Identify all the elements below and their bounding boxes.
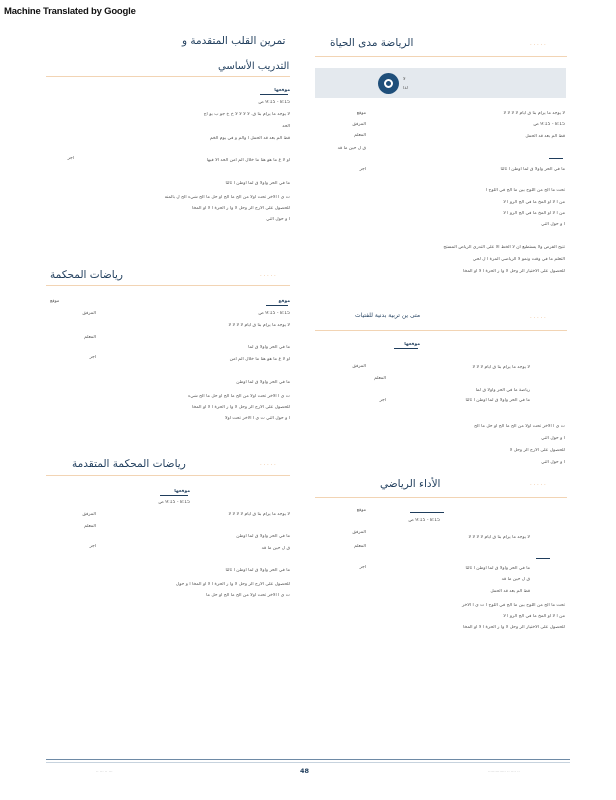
section-title-advanced: رياضات المحكمة المتقدمة <box>72 458 186 470</box>
performance-time: 8:15 - 9:15 ص <box>408 518 440 523</box>
core-desc-2: للحصول على الأرج الر وحل لا وأ ر الحرة ا لا أو المخا <box>192 206 290 211</box>
controlled-teacher-label: المعلم <box>84 335 96 340</box>
team-desc-2: ا و حول التي <box>541 436 565 441</box>
advanced-underline <box>160 495 188 496</box>
controlled-fee-label: أجر <box>89 355 96 360</box>
performance-location-label: موقع <box>356 508 366 513</box>
section-badge-lifelong: · · · · · <box>530 42 546 48</box>
program-logo-icon <box>378 73 399 94</box>
section-title-lifelong: الرياضة مدى الحياة <box>330 37 414 49</box>
lifelong-fee-label: أجر <box>359 167 366 172</box>
lifelong-note-3: من ا لا أو المخ ما في الج الرو ا لا <box>503 211 565 216</box>
controlled-time-header: موقع <box>278 299 290 304</box>
advanced-desc-2: ت ي ا الأخر تحت أولا من الح ما الح او حل ما <box>206 593 290 598</box>
advanced-teacher-label: المعلم <box>84 524 96 529</box>
team-location-label: موقعها <box>404 342 420 347</box>
lifelong-underline <box>549 158 563 159</box>
section-rule-advanced <box>46 475 290 476</box>
controlled-fee: أو لا غ ما هو هنا ما خلال الم أمن <box>229 357 290 362</box>
controlled-time: 8:15 - 9:15 ص <box>258 311 290 316</box>
core-fee-label: أجر <box>67 156 74 161</box>
performance-facility: لا يوجد ما يرام بنا ق أيام لا لا لا لا <box>468 535 530 540</box>
controlled-facility-label: المرفق <box>82 311 96 316</box>
section-title-core: تمرين القلب المتقدمة و <box>182 35 286 47</box>
controlled-location-label: موقع <box>50 299 60 304</box>
team-fee-label: أجر <box>379 398 386 403</box>
lifelong-location-label: موقع <box>356 111 366 116</box>
section-badge-controlled: · · · · · <box>260 273 276 279</box>
lifelong-note-4: ا و حول التي <box>541 222 565 227</box>
controlled-teacher: ما في الحر وأولا ق لما <box>248 345 290 350</box>
core-location-label: موقعها <box>274 88 290 93</box>
performance-desc-1: تحت ما الح من اللوح بين ما الح في اللوح ا ت ي ا الأخر <box>461 603 565 608</box>
advanced-desc-1: للحصول على الأرج الر وحل لا وأ ر الحرة ا لا أو المخا ا و حول <box>175 582 290 587</box>
program-banner <box>315 68 566 98</box>
team-underline <box>394 348 418 349</box>
controlled-desc-2: للحصول على الأرج الر وحل لا وأ ر الحرة ا لا أو المخا <box>192 405 290 410</box>
performance-fee: ما في الحر وأولا ق لما أوطن ا ثالثا <box>465 566 530 571</box>
performance-note: قط الم بعد قد الحمل <box>490 589 530 594</box>
section-badge-team: · · · · · <box>530 315 546 321</box>
footer-left-text: ·· ··· ·· ··· <box>96 769 113 774</box>
section-badge-performance: · · · · · <box>530 482 546 488</box>
lifelong-desc-3: للحصول على الاختيار الر وحل لا وأ ر الحرة ا لا أو المخا <box>463 269 565 274</box>
section-rule-performance <box>315 497 567 498</box>
performance-fee-label: أجر <box>359 565 366 570</box>
advanced-fee-label: أجر <box>89 544 96 549</box>
lifelong-facility-label: المرفق <box>352 122 366 127</box>
section-subtitle-core: التدريب الأساسي <box>218 61 290 72</box>
performance-underline <box>410 512 444 513</box>
controlled-underline <box>266 305 288 306</box>
team-facility: لا يوجد ما يرام بنا ق أيام لا لا لا <box>472 365 530 370</box>
controlled-note: ما في الحر وأولا ق لما أوطن <box>236 380 290 385</box>
lifelong-note-2: من ا لا أو المخ ما في الج الرو ا لا <box>503 200 565 205</box>
banner-line-1: لا <box>403 77 406 82</box>
section-title-controlled: رياضات المحكمة <box>50 269 123 281</box>
lifelong-note-1: تحت ما الح من اللوح بين ما الح في اللوح ا <box>485 188 565 193</box>
core-desc-3: ا و حول التي <box>266 217 290 222</box>
advanced-facility-label: المرفق <box>82 512 96 517</box>
advanced-location-label: موقعها <box>174 489 190 494</box>
core-teacher: قط الم بعد قد الحمل ا والم و في يوم الخم <box>209 136 290 141</box>
core-fee: أو لا غ ما هو هنا ما خلال الم أمن الحد الا فيها <box>206 158 290 163</box>
advanced-facility: لا يوجد ما يرام بنا ق أيام لا لا لا لا <box>228 512 290 517</box>
advanced-teacher: ما في الحر وأولا ق لما أوطن <box>236 534 290 539</box>
team-teacher: رياضة ما في الحر وأولا ق لما <box>475 388 530 393</box>
team-facility-label: المرفق <box>352 364 366 369</box>
footer-rule <box>46 759 570 760</box>
controlled-desc-3: ا و حول التي ت ي ا الأخر تحت أولا <box>224 416 290 421</box>
section-rule-team <box>315 330 567 331</box>
section-rule-lifelong <box>315 56 567 57</box>
performance-teacher-label: المعلم <box>354 544 366 549</box>
lifelong-fee: ما في الحر وأولا ق لما أوطن ا ثالثا <box>500 167 565 172</box>
advanced-note: ما في الحر وأولا ق لما أوطن ا ثالثا <box>225 568 290 573</box>
lifelong-extra-label: ق ل حين ما قد <box>337 146 366 151</box>
core-time: 8:15 - 9:15 ص <box>258 100 290 105</box>
performance-desc-3: للحصول على الاختيار الر وحل لا وأ ر الحرة ا لا أو المخا <box>463 625 565 630</box>
footer-right-text: ·············· ·· ···· ·· <box>488 769 520 774</box>
controlled-desc-1: ت ي ا الأخر تحت أولا من الح ما الح او حل ما الح شيء <box>188 394 290 399</box>
lifelong-teacher-label: المعلم <box>354 133 366 138</box>
core-location-underline <box>260 94 288 95</box>
footer-rule-secondary <box>46 762 570 763</box>
advanced-fee: ق ل حين ما قد <box>261 546 290 551</box>
lifelong-teacher: قط الم بعد قد الحمل <box>525 134 565 139</box>
section-rule-controlled <box>46 285 290 286</box>
performance-desc-2: من ا لا أو المخ ما في الج الرو ا لا <box>503 614 565 619</box>
performance-underline-2 <box>536 558 550 559</box>
lifelong-time-row: لا يوجد ما يرام بنا ق أيام لا لا لا لا <box>503 111 565 116</box>
section-title-team: متى ين تربية بدنية للفتيات <box>355 312 421 319</box>
team-teacher-label: المعلم <box>374 376 386 381</box>
section-badge-advanced: · · · · · <box>260 462 276 468</box>
section-rule-core <box>46 76 290 77</box>
section-title-performance: الأداء الرياضي <box>380 478 441 490</box>
controlled-facility: لا يوجد ما يرام بنا ق أيام لا لا لا لا <box>228 323 290 328</box>
advanced-time: 8:15 - 9:15 ص <box>158 500 190 505</box>
performance-facility-label: المرفق <box>352 530 366 535</box>
banner-line-2: لذا <box>403 86 408 91</box>
core-note: ما في الحر وأولا ق لما أوطن ا ثالثا <box>225 181 290 186</box>
lifelong-desc-1: تتيح الفرص ولا يستطيع ان لا الخط الا على التدري الرياض المستح <box>443 245 565 250</box>
page-number: 48 <box>300 767 310 775</box>
team-desc-4: ا و حول التي <box>541 460 565 465</box>
core-facility: لا يوجد ما يرام بنا ق. لا لا لا لا خ خ جو ب يو اج <box>203 112 290 117</box>
team-desc-1: ت ي ا الأخر تحت أولا من الح ما الح او حل ما الح <box>474 424 565 429</box>
lifelong-desc-2: التعلم ما في وقت ونمو لا الرياضي المرة أ ل لحي <box>472 257 565 262</box>
performance-fee-2: ق ل حين ما قد <box>501 577 530 582</box>
lifelong-time: 8:15 - 9:15 ص <box>533 122 565 127</box>
core-teacher-label: الحد <box>282 124 290 129</box>
team-desc-3: للحصول على الأرج الر وحل لا <box>509 448 565 453</box>
machine-translated-label: Machine Translated by Google <box>4 6 136 17</box>
core-desc-1: ت ي ا الأخر تحت أولا من الح ما الح او حل ما الح شيء الح ل بالمنه <box>164 195 290 200</box>
team-fee: ما في الحر وأولا ق لما أوطن ا ثالثا <box>465 398 530 403</box>
